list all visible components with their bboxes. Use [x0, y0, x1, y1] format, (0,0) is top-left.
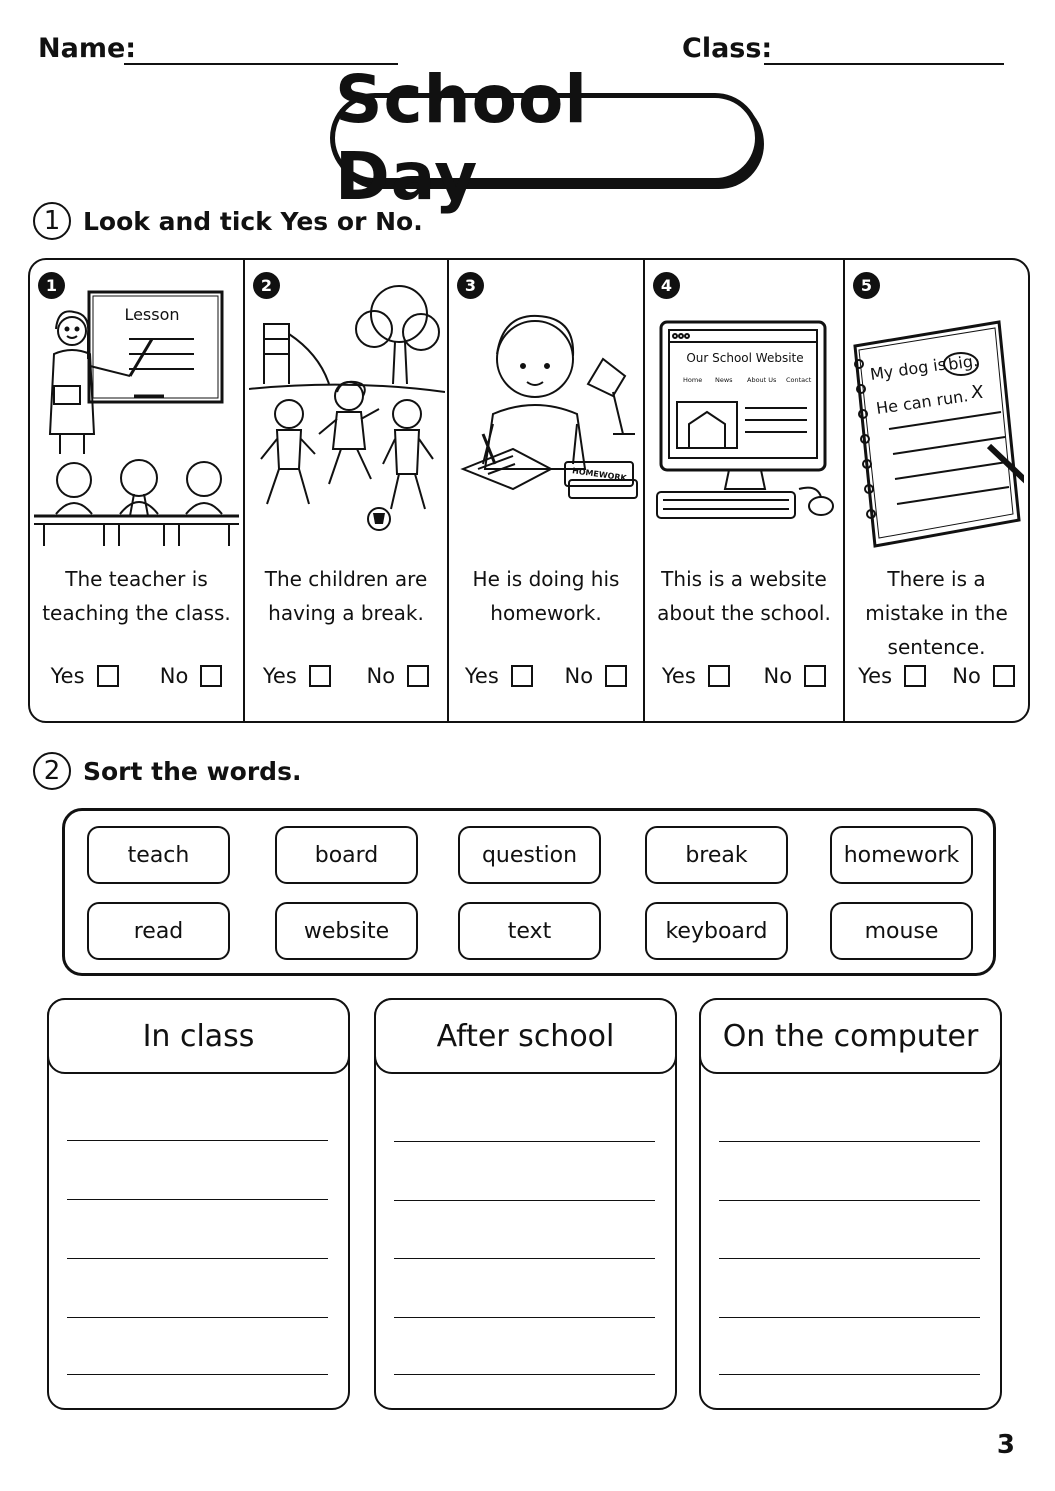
- sort-box-heading: In class: [47, 998, 350, 1074]
- no-checkbox[interactable]: [200, 665, 222, 687]
- writing-line[interactable]: [394, 1141, 655, 1142]
- sort-box-heading: After school: [374, 998, 677, 1074]
- word-card[interactable]: keyboard: [645, 902, 788, 960]
- panel-5: [845, 260, 1028, 721]
- no-checkbox[interactable]: [605, 665, 627, 687]
- note-circled-word: big.: [946, 350, 980, 374]
- homework-book-label: HOMEWORK: [571, 466, 628, 483]
- word-card[interactable]: homework: [830, 826, 973, 884]
- panel-number: 4: [653, 272, 680, 299]
- playground-illustration: [249, 284, 445, 556]
- section1-heading: [33, 202, 423, 240]
- screen-nav-item: About Us: [747, 376, 777, 384]
- notebook-illustration: [849, 284, 1024, 556]
- word-card[interactable]: read: [87, 902, 230, 960]
- writing-line[interactable]: [67, 1374, 328, 1375]
- no-checkbox[interactable]: [993, 665, 1015, 687]
- writing-line[interactable]: [67, 1317, 328, 1318]
- writing-line[interactable]: [719, 1374, 980, 1375]
- word-card[interactable]: teach: [87, 826, 230, 884]
- writing-line[interactable]: [719, 1200, 980, 1201]
- no-label: No: [159, 664, 189, 688]
- yes-no-choice: [645, 664, 843, 688]
- no-checkbox[interactable]: [804, 665, 826, 687]
- no-checkbox[interactable]: [407, 665, 429, 687]
- word-card[interactable]: break: [645, 826, 788, 884]
- section2-number: 2: [33, 752, 71, 790]
- section1-number: 1: [33, 202, 71, 240]
- section2-instruction: Sort the words.: [83, 756, 302, 786]
- word-card[interactable]: mouse: [830, 902, 973, 960]
- no-label: No: [952, 664, 981, 688]
- panel-3: [449, 260, 645, 721]
- note-line2: He can run.: [874, 386, 970, 418]
- panel-2: [245, 260, 449, 721]
- panel-number: 1: [38, 272, 65, 299]
- homework-illustration: [453, 284, 641, 556]
- writing-line[interactable]: [719, 1141, 980, 1142]
- page-number: 3: [996, 1430, 1015, 1460]
- picture-panels: [28, 258, 1030, 723]
- class-label: Class:: [682, 33, 773, 64]
- panel-number: 2: [253, 272, 280, 299]
- writing-line[interactable]: [719, 1317, 980, 1318]
- writing-line[interactable]: [67, 1140, 328, 1141]
- writing-line[interactable]: [719, 1258, 980, 1259]
- panel-number: 5: [853, 272, 880, 299]
- yes-no-choice: [449, 664, 643, 688]
- note-mark: X: [971, 382, 984, 403]
- sort-box-heading: On the computer: [699, 998, 1002, 1074]
- sort-box-in-class: [47, 998, 350, 1410]
- yes-label: Yes: [464, 664, 499, 688]
- word-card[interactable]: board: [275, 826, 418, 884]
- screen-title: Our School Website: [686, 351, 804, 365]
- yes-no-choice: [30, 664, 243, 688]
- writing-line[interactable]: [67, 1199, 328, 1200]
- writing-line[interactable]: [67, 1258, 328, 1259]
- no-label: No: [366, 664, 396, 688]
- panel-4: [645, 260, 845, 721]
- panel-caption: The teacher is teaching the class.: [42, 567, 231, 625]
- no-label: No: [564, 664, 594, 688]
- sort-box-after-school: [374, 998, 677, 1410]
- section2-heading: [33, 752, 301, 790]
- writing-line[interactable]: [394, 1374, 655, 1375]
- yes-checkbox[interactable]: [511, 665, 533, 687]
- yes-checkbox[interactable]: [309, 665, 331, 687]
- word-card[interactable]: question: [458, 826, 601, 884]
- class-field[interactable]: [764, 63, 1004, 65]
- panel-caption: The children are having a break.: [264, 567, 428, 625]
- note-line1: My dog is: [868, 354, 948, 384]
- screen-nav-item: News: [715, 376, 733, 384]
- panel-caption: This is a website about the school.: [657, 567, 831, 625]
- section1-instruction: Look and tick Yes or No.: [83, 206, 423, 236]
- yes-checkbox[interactable]: [708, 665, 730, 687]
- screen-nav-item: Home: [683, 376, 703, 384]
- screen-nav: [683, 376, 812, 384]
- computer-illustration: [649, 284, 841, 556]
- name-label: Name:: [38, 33, 137, 64]
- panel-caption: He is doing his homework.: [472, 567, 620, 625]
- yes-checkbox[interactable]: [97, 665, 119, 687]
- writing-line[interactable]: [394, 1200, 655, 1201]
- yes-label: Yes: [661, 664, 696, 688]
- yes-no-choice: [845, 664, 1028, 688]
- teacher-classroom-illustration: [34, 284, 239, 556]
- writing-line[interactable]: [394, 1258, 655, 1259]
- no-label: No: [763, 664, 793, 688]
- yes-no-choice: [245, 664, 447, 688]
- yes-checkbox[interactable]: [904, 665, 926, 687]
- yes-label: Yes: [50, 664, 85, 688]
- sort-box-on-the-computer: [699, 998, 1002, 1410]
- page-title: School Day: [330, 93, 760, 183]
- panel-caption: There is a mistake in the sentence.: [865, 567, 1008, 659]
- screen-nav-item: Contact: [786, 376, 812, 384]
- board-label: Lesson: [124, 305, 180, 324]
- word-card[interactable]: text: [458, 902, 601, 960]
- panel-1: [30, 260, 245, 721]
- panel-number: 3: [457, 272, 484, 299]
- writing-line[interactable]: [394, 1317, 655, 1318]
- yes-label: Yes: [262, 664, 297, 688]
- word-bank: [62, 808, 996, 976]
- word-card[interactable]: website: [275, 902, 418, 960]
- yes-label: Yes: [858, 664, 893, 688]
